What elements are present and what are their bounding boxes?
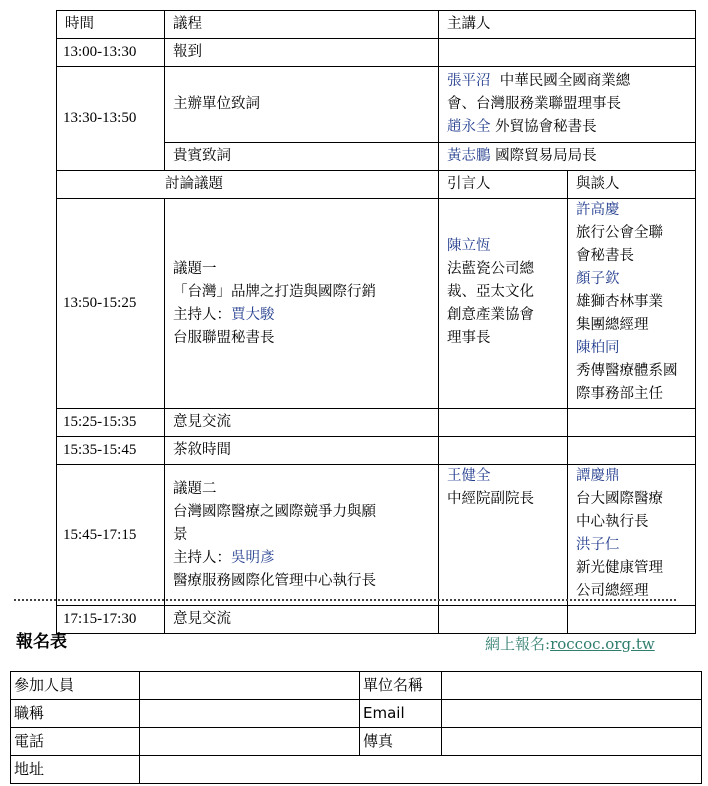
panelist-title: 中心執行長 xyxy=(576,514,649,530)
fax-label: 傳真 xyxy=(360,728,442,756)
tea-time: 15:35-15:45 xyxy=(57,437,165,465)
form-row xyxy=(11,700,702,728)
session2-topic xyxy=(165,465,439,606)
moderator-title: 理事長 xyxy=(447,330,491,346)
panelist-title: 集團總經理 xyxy=(576,317,649,333)
exchange2-moderator xyxy=(439,606,568,634)
speaker-line xyxy=(447,116,687,139)
exchange2-time: 17:15-17:30 xyxy=(57,606,165,634)
discussion-topic-header: 討論議題 xyxy=(57,171,439,199)
tea-row xyxy=(57,437,696,465)
session2-time: 15:45-17:15 xyxy=(57,465,165,606)
panelist-title: 會秘書長 xyxy=(576,248,634,264)
fax-input[interactable] xyxy=(442,728,702,756)
header-speaker: 主講人 xyxy=(439,11,696,39)
panelist-title: 際事務部主任 xyxy=(576,386,663,402)
panelist-name: 洪子仁 xyxy=(576,537,620,553)
registration-form xyxy=(10,671,702,784)
host-label: 主持人： xyxy=(173,306,231,323)
phone-input[interactable] xyxy=(140,728,360,756)
moderator-title: 創意產業協會 xyxy=(447,307,534,323)
phone-label: 電話 xyxy=(11,728,140,756)
panelist-name: 陳柏同 xyxy=(576,340,620,356)
participant-input[interactable] xyxy=(140,672,360,700)
speaker-title: 中華民國全國商業總 xyxy=(499,73,631,89)
speaker-title: 外貿協會秘書長 xyxy=(495,119,597,135)
session1-time: 13:50-15:25 xyxy=(57,199,165,409)
host-name: 賈大駿 xyxy=(231,306,275,323)
session-host xyxy=(173,547,430,570)
moderator-header: 引言人 xyxy=(439,171,568,199)
exchange2-topic: 意見交流 xyxy=(165,606,439,634)
session2-moderator xyxy=(439,465,568,606)
online-registration xyxy=(485,633,655,654)
host-title: 台服聯盟秘書長 xyxy=(173,329,275,346)
session1-topic xyxy=(165,199,439,409)
checkin-speaker xyxy=(439,39,696,67)
job-title-label: 職稱 xyxy=(11,700,140,728)
opening-row xyxy=(57,67,696,143)
speaker-line xyxy=(447,70,687,93)
tea-topic: 茶敘時間 xyxy=(165,437,439,465)
session1-moderator xyxy=(439,199,568,409)
header-time: 時間 xyxy=(57,11,165,39)
email-label: Email xyxy=(360,700,442,728)
speaker-name: 黃志鵬 xyxy=(447,148,491,164)
agenda-table xyxy=(56,10,696,634)
job-title-input[interactable] xyxy=(140,700,360,728)
exchange2-panel xyxy=(568,606,696,634)
panelist-title: 台大國際醫療 xyxy=(576,491,663,507)
exchange1-moderator xyxy=(439,409,568,437)
section-divider xyxy=(14,599,676,601)
moderator-name: 王健全 xyxy=(447,468,491,484)
session-title: 議題二 xyxy=(173,480,217,497)
participant-label: 參加人員 xyxy=(11,672,140,700)
email-input[interactable] xyxy=(442,700,702,728)
moderator-title: 中經院副院長 xyxy=(447,491,534,507)
guest-welcome-topic: 貴賓致詞 xyxy=(165,143,439,171)
speaker-title: 國際貿易局局長 xyxy=(495,148,597,164)
panelist-title: 公司總經理 xyxy=(576,583,649,599)
checkin-topic: 報到 xyxy=(165,39,439,67)
panelist-title: 旅行公會全聯 xyxy=(576,225,663,241)
opening-time: 13:30-13:50 xyxy=(57,67,165,171)
exchange1-time: 15:25-15:35 xyxy=(57,409,165,437)
online-registration-link[interactable]: roccoc.org.tw xyxy=(550,635,655,653)
host-title: 醫療服務國際化管理中心執行長 xyxy=(173,572,376,589)
panelist-title: 雄獅杏林事業 xyxy=(576,294,663,310)
exchange1-topic: 意見交流 xyxy=(165,409,439,437)
moderator-title: 裁、亞太文化 xyxy=(447,284,534,300)
session-subject: 景 xyxy=(173,526,188,543)
form-row xyxy=(11,728,702,756)
tea-moderator xyxy=(439,437,568,465)
session-host xyxy=(173,304,430,327)
checkin-row xyxy=(57,39,696,67)
host-name: 吳明彥 xyxy=(231,549,275,566)
session-subject: 台灣國際醫療之國際競爭力與願 xyxy=(173,503,376,520)
guest-welcome-speaker xyxy=(439,143,696,171)
session2-row xyxy=(57,465,696,606)
moderator-name: 陳立恆 xyxy=(447,238,491,254)
organization-input[interactable] xyxy=(442,672,702,700)
speaker-name: 趙永全 xyxy=(447,119,491,135)
discussion-header-row xyxy=(57,171,696,199)
exchange2-row xyxy=(57,606,696,634)
panel-header: 與談人 xyxy=(568,171,696,199)
panelist-name: 許高慶 xyxy=(576,202,620,218)
session1-row xyxy=(57,199,696,409)
panelist-name: 譚慶鼎 xyxy=(576,468,620,484)
form-row xyxy=(11,756,702,784)
speaker-name: 張平沼 xyxy=(447,73,491,89)
exchange1-panel xyxy=(568,409,696,437)
session-subject: 「台灣」品牌之打造與國際行銷 xyxy=(173,283,376,300)
tea-panel xyxy=(568,437,696,465)
address-label: 地址 xyxy=(11,756,140,784)
form-row xyxy=(11,672,702,700)
panelist-name: 顏子欽 xyxy=(576,271,620,287)
online-label: 網上報名: xyxy=(485,635,551,653)
moderator-title: 法藍瓷公司總 xyxy=(447,261,534,277)
panelist-title: 秀傳醫療體系國 xyxy=(576,363,678,379)
header-topic: 議程 xyxy=(165,11,439,39)
address-input[interactable] xyxy=(140,756,702,784)
host-welcome-speakers xyxy=(439,67,696,143)
session2-panel xyxy=(568,465,696,606)
organization-label: 單位名稱 xyxy=(360,672,442,700)
host-label: 主持人： xyxy=(173,549,231,566)
panelist-title: 新光健康管理 xyxy=(576,560,663,576)
speaker-title: 會、台灣服務業聯盟理事長 xyxy=(447,96,621,112)
session-title: 議題一 xyxy=(173,260,217,277)
checkin-time: 13:00-13:30 xyxy=(57,39,165,67)
registration-title: 報名表 xyxy=(16,632,67,652)
session1-panel xyxy=(568,199,696,409)
host-welcome-topic: 主辦單位致詞 xyxy=(165,67,439,143)
agenda-header-row xyxy=(57,11,696,39)
exchange1-row xyxy=(57,409,696,437)
